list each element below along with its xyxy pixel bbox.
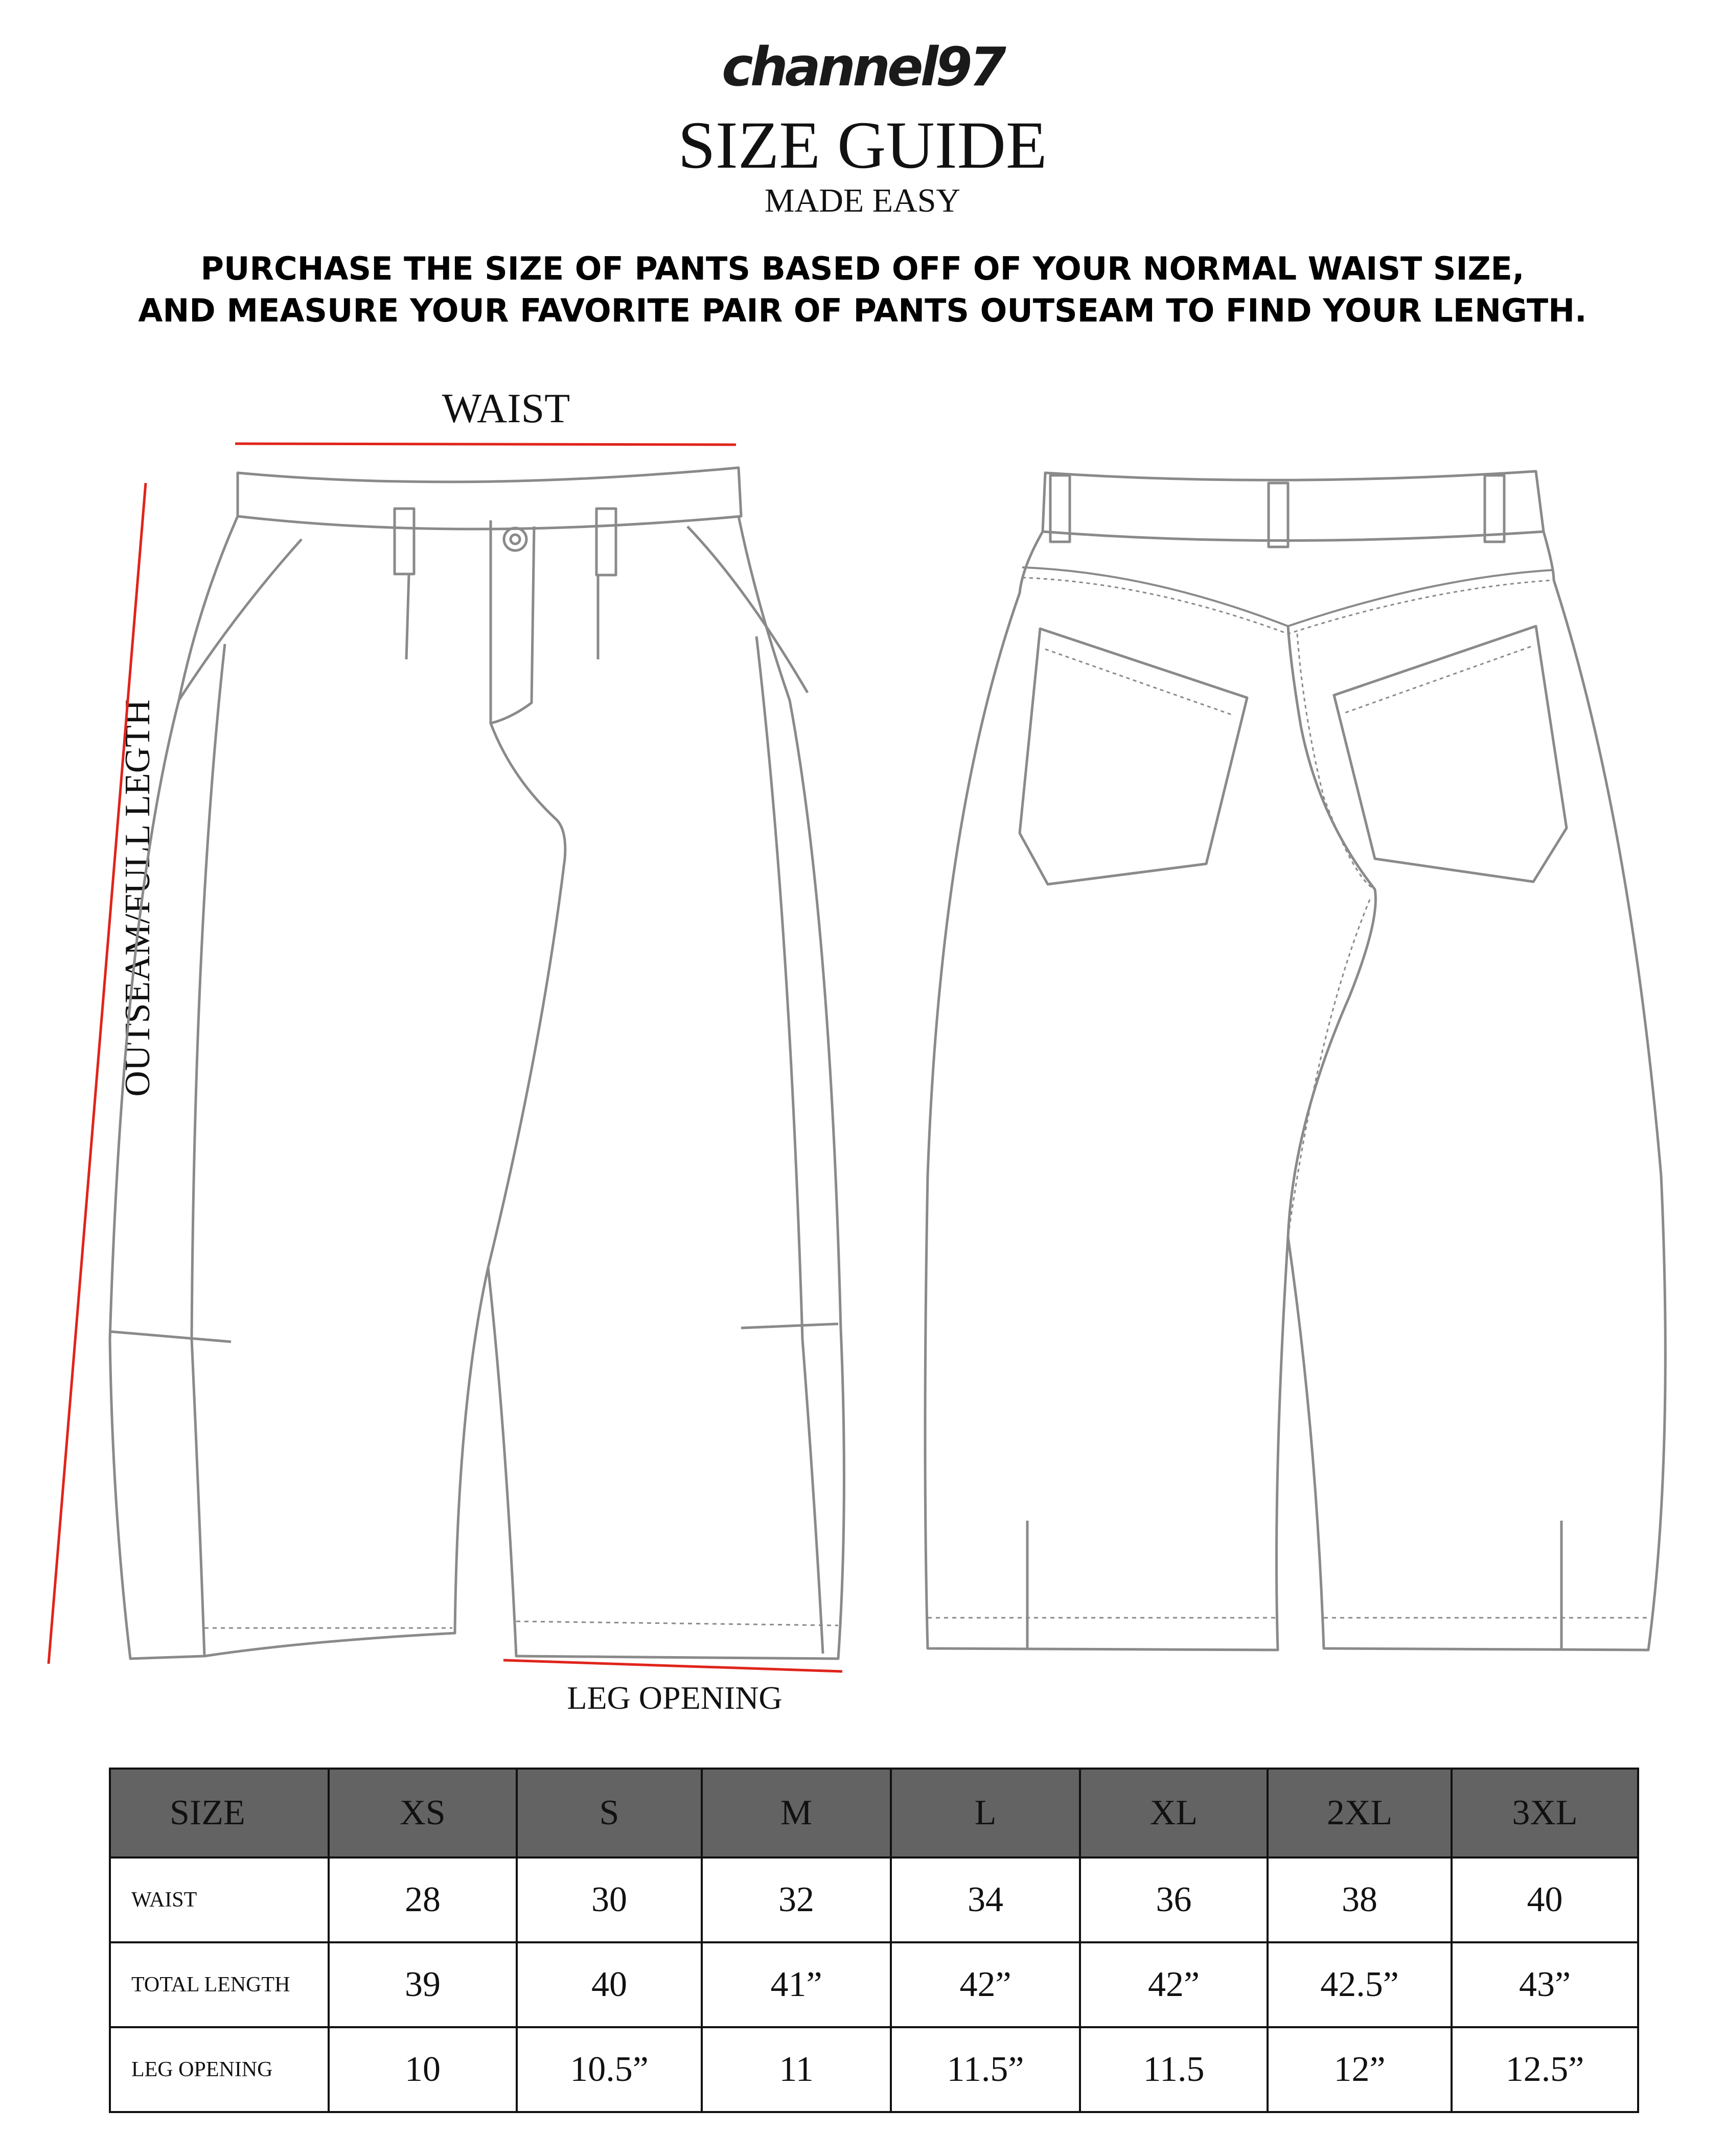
waist-measure-line <box>235 444 736 445</box>
size-header-row <box>110 1769 1638 1857</box>
size-header: XS <box>329 1769 517 1857</box>
size-header: 2XL <box>1268 1769 1452 1857</box>
size-header: 3XL <box>1452 1769 1638 1857</box>
table-cell: 43” <box>1452 1942 1638 2027</box>
table-cell: 11 <box>702 2027 891 2112</box>
table-cell: 36 <box>1080 1857 1268 1942</box>
table-cell: 40 <box>517 1942 702 2027</box>
instruction-line-2: AND MEASURE YOUR FAVORITE PAIR OF PANTS OUTSEAM TO FIND YOUR LENGTH. <box>138 292 1587 329</box>
table-cell: 38 <box>1268 1857 1452 1942</box>
size-header: M <box>702 1769 891 1857</box>
table-cell: 42.5” <box>1268 1942 1452 2027</box>
table-cell: 10.5” <box>517 2027 702 2112</box>
size-header: XL <box>1080 1769 1268 1857</box>
table-row <box>110 1942 1638 2027</box>
table-cell: 10 <box>329 2027 517 2112</box>
waist-label: WAIST <box>442 385 570 431</box>
table-cell: 39 <box>329 1942 517 2027</box>
row-label: TOTAL LENGTH <box>110 1942 329 2027</box>
table-cell: 42” <box>891 1942 1080 2027</box>
row-label: LEG OPENING <box>110 2027 329 2112</box>
table-cell: 34 <box>891 1857 1080 1942</box>
size-header: SIZE <box>110 1769 329 1857</box>
table-cell: 12” <box>1268 2027 1452 2112</box>
leg-opening-label: LEG OPENING <box>567 1680 783 1716</box>
table-cell: 28 <box>329 1857 517 1942</box>
leg-opening-measure-line <box>503 1660 842 1671</box>
size-chart-table <box>109 1768 1639 2113</box>
page-title: SIZE GUIDE <box>678 107 1047 182</box>
table-cell: 40 <box>1452 1857 1638 1942</box>
size-header: L <box>891 1769 1080 1857</box>
row-label: WAIST <box>110 1857 329 1942</box>
brand-logo: channel97 <box>722 36 1003 98</box>
table-cell: 41” <box>702 1942 891 2027</box>
page-subtitle: MADE EASY <box>764 182 961 219</box>
table-row <box>110 2027 1638 2112</box>
instruction-line-1: PURCHASE THE SIZE OF PANTS BASED OFF OF YOUR NORMAL WAIST SIZE, <box>200 250 1525 287</box>
table-cell: 30 <box>517 1857 702 1942</box>
pants-back-icon <box>925 471 1665 1650</box>
table-cell: 11.5” <box>891 2027 1080 2112</box>
outseam-label: OUTSEAM/FULL LEGTH <box>118 699 157 1097</box>
pants-front-icon <box>110 468 844 1659</box>
table-row <box>110 1857 1638 1942</box>
table-cell: 32 <box>702 1857 891 1942</box>
outseam-measure-line <box>49 483 146 1664</box>
table-cell: 42” <box>1080 1942 1268 2027</box>
table-cell: 11.5 <box>1080 2027 1268 2112</box>
size-header: S <box>517 1769 702 1857</box>
table-cell: 12.5” <box>1452 2027 1638 2112</box>
